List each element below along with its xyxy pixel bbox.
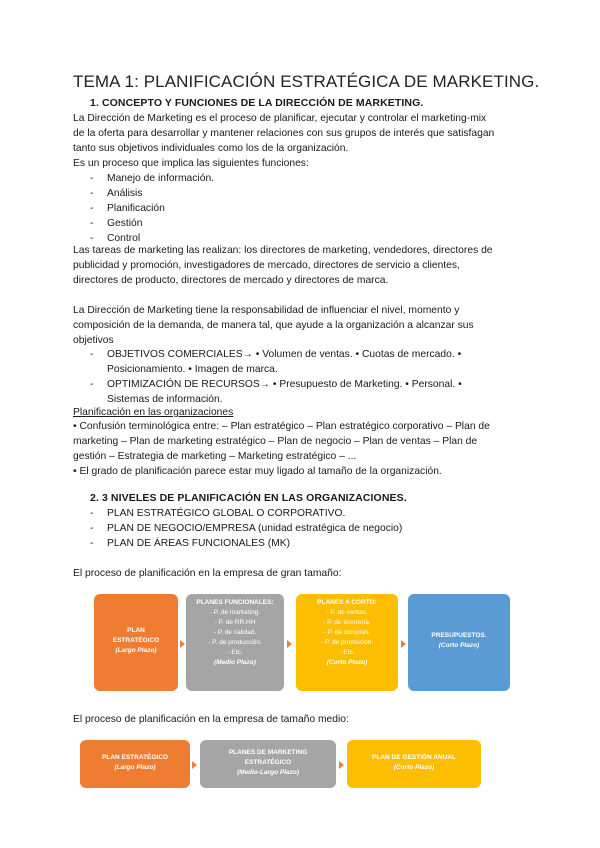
text-line: Las tareas de marketing las realizan: los directores de marketing, vendedores, directores de	[73, 245, 493, 256]
box-title: PRESUPUESTOS.	[431, 632, 487, 639]
large-box-presupuestos	[408, 594, 510, 691]
medium-company-caption: El proceso de planificación en la empresa de tamaño medio:	[73, 714, 349, 725]
text-line: • El grado de planificación parece estar muy ligado al tamaño de la organización.	[73, 466, 442, 477]
list-item: Control	[107, 233, 141, 244]
arrow-icon	[180, 640, 185, 648]
list-item: Gestión	[107, 218, 143, 229]
section-2-heading: 2. 3 NIVELES DE PLANIFICACIÓN EN LAS ORGANIZACIONES.	[90, 492, 407, 504]
text-line: Posicionamiento. • Imagen de marca.	[107, 364, 278, 375]
box-title: PLANES DE MARKETING	[228, 749, 308, 756]
list-dash: -	[90, 218, 94, 229]
subheading-text: Planificación en las organizaciones	[73, 407, 234, 418]
planning-subheading	[73, 405, 525, 420]
box-title: PLAN	[127, 627, 145, 634]
text-line: OBJETIVOS COMERCIALES→ • Volumen de ventas. • Cuotas de mercado. •	[107, 349, 462, 360]
text-line: OPTIMIZACIÓN DE RECURSOS→ • Presupuesto de Marketing. • Personal. •	[107, 379, 462, 390]
box-item: - P. de producción.	[208, 639, 262, 646]
list-item: PLAN DE NEGOCIO/EMPRESA (unidad estratégica de negocio)	[107, 523, 403, 534]
box-title: ESTRATÉGICO	[244, 759, 292, 766]
list-item: PLAN DE ÁREAS FUNCIONALES (MK)	[107, 538, 291, 549]
box-subtitle: (Largo Plazo)	[114, 764, 156, 771]
box-subtitle: (Largo Plazo)	[115, 647, 157, 654]
text-line: publicidad y promoción, investigadores de mercado, directores de servicio a clientes,	[73, 260, 460, 271]
box-subtitle: (Corto Plazo)	[326, 659, 368, 666]
box-item: - P. de calidad.	[213, 629, 257, 636]
list-item: Planificación	[107, 203, 165, 214]
large-box-planes-funcionales	[186, 594, 284, 691]
text-line: La Dirección de Marketing es el proceso de planificar, ejecutar y controlar el marketing-mix	[73, 113, 487, 124]
box-item: - Etc.	[339, 649, 355, 656]
box-item: - P. de promoción.	[320, 639, 374, 646]
text-line: de la oferta para desarrollar y mantener relaciones con sus grupos de interés que satisfagan	[73, 128, 495, 139]
large-box-plan-estrategico	[94, 594, 178, 691]
box-subtitle: (Corto Plazo)	[438, 642, 480, 649]
medium-box-planes-marketing	[200, 740, 336, 788]
objectives-optimization	[107, 377, 525, 407]
paragraph-tasks	[73, 243, 525, 288]
box-title: PLANES FUNCIONALES:	[196, 599, 274, 606]
arrow-icon	[401, 640, 406, 648]
text-line: La Dirección de Marketing tiene la responsabilidad de influenciar el nivel, momento y	[73, 305, 460, 316]
text-line: composición de la demanda, de manera tal, que ayude a la organización a alcanzar sus	[73, 320, 474, 331]
box-item: - P. de ventas.	[326, 609, 368, 616]
medium-box-plan-gestion	[347, 740, 481, 788]
list-item: Manejo de información.	[107, 173, 215, 184]
text-line: Sistemas de información.	[107, 394, 223, 405]
text-line: objetivos	[73, 335, 114, 346]
box-title: PLAN ESTRATÉGICO	[102, 754, 168, 761]
arrow-icon	[192, 761, 197, 769]
list-dash: -	[90, 233, 94, 244]
arrow-icon	[339, 761, 344, 769]
list-dash: -	[90, 173, 94, 184]
box-title: PLANES A CORTO:	[317, 599, 377, 606]
box-item: - P. de compras.	[323, 629, 371, 636]
list-item: Análisis	[107, 188, 143, 199]
planning-bullets	[73, 419, 525, 479]
text-line: tanto sus objetivos individuales como los de la organización.	[73, 143, 349, 154]
box-subtitle: (Corto Plazo)	[393, 764, 435, 771]
section-1-heading: 1. CONCEPTO Y FUNCIONES DE LA DIRECCIÓN DE MARKETING.	[90, 97, 424, 109]
text-line: directores de producto, directores de mercado y directores de marca.	[73, 275, 389, 286]
box-item: - P. de RR.HH	[214, 619, 256, 626]
list-dash: -	[90, 538, 94, 549]
text-line: • Confusión terminológica entre: – Plan estratégico – Plan estratégico corporativo – Plan de	[73, 421, 490, 432]
text-line: gestión – Estrategia de marketing – Marketing estratégico – ...	[73, 451, 357, 462]
box-subtitle: (Medio Plazo)	[214, 659, 256, 666]
box-subtitle: (Medio-Largo Plazo)	[236, 769, 300, 776]
paragraph-definition	[73, 111, 525, 171]
medium-box-plan-estrategico	[80, 740, 190, 788]
text-line: marketing – Plan de marketing estratégico – Plan de negocio – Plan de ventas – Plan de	[73, 436, 478, 447]
box-item: - Etc.	[227, 649, 243, 656]
list-dash: -	[90, 203, 94, 214]
arrow-icon	[287, 640, 292, 648]
text-line: Es un proceso que implica las siguientes funciones:	[73, 158, 309, 169]
large-company-caption: El proceso de planificación en la empresa de gran tamaño:	[73, 568, 342, 579]
list-dash: -	[90, 508, 94, 519]
list-dash: -	[90, 188, 94, 199]
box-title: PLAN DE GESTIÓN ANUAL	[372, 754, 456, 761]
paragraph-responsibility	[73, 303, 525, 348]
list-item: PLAN ESTRATÉGICO GLOBAL O CORPORATIVO.	[107, 508, 346, 519]
page-title: TEMA 1: PLANIFICACIÓN ESTRATÉGICA DE MARKETING.	[73, 72, 540, 91]
large-box-planes-corto	[296, 594, 398, 691]
box-item: - P. de tesorería.	[323, 619, 371, 626]
list-dash: -	[90, 349, 94, 360]
box-item: - P. de marketing.	[209, 609, 261, 616]
list-dash: -	[90, 523, 94, 534]
objectives-commercial	[107, 347, 525, 377]
list-dash: -	[90, 379, 94, 390]
box-title: ESTRATÉGICO	[112, 637, 160, 644]
